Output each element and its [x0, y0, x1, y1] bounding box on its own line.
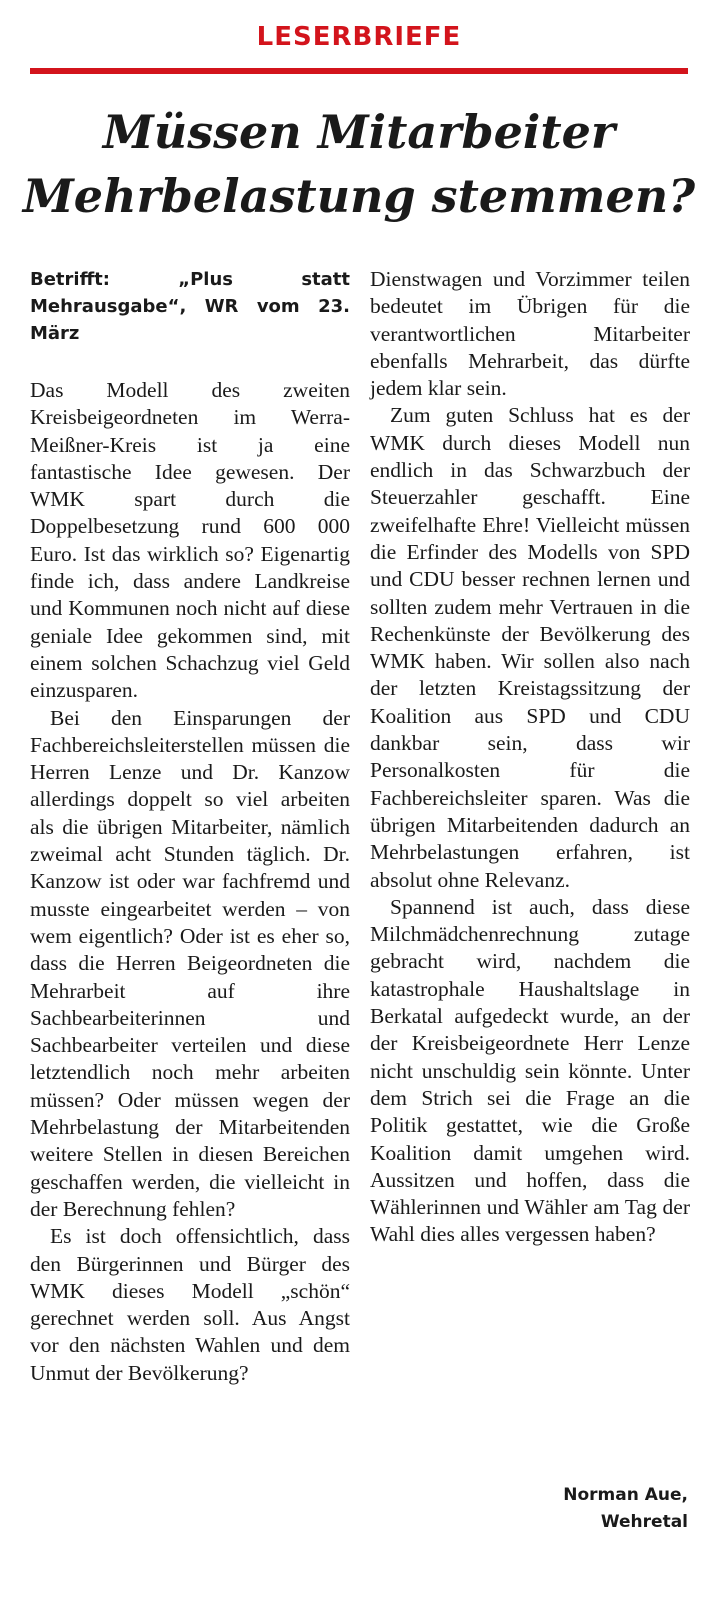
- text-column-left: [30, 266, 350, 1387]
- paragraph-4: Dienstwagen und Vorzimmer teilen bedeutet im Übrigen für die verantwortlichen Mitarbeiter ebenfalls Mehrarbeit, das dürfte jedem klar sein.: [370, 267, 690, 401]
- reference-line: Betrifft: „Plus statt Mehrausgabe“, WR vom 23. März: [30, 269, 350, 344]
- author-name: Norman Aue,: [563, 1485, 688, 1505]
- section-divider: [30, 68, 688, 74]
- article-headline: [20, 100, 698, 228]
- paragraph-2: Bei den Einsparungen der Fachbereichsleiterstellen müssen die Herren Lenze und Dr. Kanzow allerdings doppelt so viel arbeiten als die übrigen Mitarbeiter, nämlich zweimal acht Stunden täglich. Dr. Kanzow ist oder war fachfremd und musste eingearbeitet werden – von wem eigentlich? Oder ist es eher so, dass die Herren Beigeordneten die Mehrarbeit auf ihre Sachbearbeiterinnen und Sachbearbeiter verteilen und diese letztendlich noch mehr arbeiten müssen? Oder müssen wegen der Mehrbelastung der Mitarbeitenden weitere Stellen in diesen Bereichen geschaffen werden, die vielleicht in der Berechnung fehlen?: [30, 705, 350, 1221]
- author-place: Wehretal: [600, 1512, 688, 1532]
- paragraph-5: Zum guten Schluss hat es der WMK durch dieses Modell nun endlich in das Schwarzbuch der Steuerzahler geschafft. Eine zweifelhafte Ehre! Vielleicht müssen die Erfinder des Modells von SPD und CDU besser rechnen lernen und sollten zudem mehr Vertrauen in die Rechenkünste der Bevölkerung des WMK haben. Wir sollen also nach der letzten Kreistagssitzung der Koalition aus SPD und CDU dankbar sein, dass wir Personalkosten für die Fachbereichsleiter sparen. Was die übrigen Mitarbeitenden dadurch an Mehrbelastungen erfahren, ist absolut ohne Relevanz.: [370, 403, 690, 892]
- paragraph-3: Es ist doch offensichtlich, dass den Bürgerinnen und Bürger des WMK dieses Modell „schön“ gerechnet werden soll. Aus Angst vor den nächsten Wahlen und dem Unmut der Bevölkerung?: [30, 1224, 350, 1385]
- paragraph-1: Das Modell des zweiten Kreisbeigeordneten im Werra-Meißner-Kreis ist ja eine fantastische Idee gewesen. Der WMK spart durch die Doppelbesetzung rund 600 000 Euro. Ist das wirklich so? Eigenartig finde ich, dass andere Landkreise und Kommunen noch nicht auf diese geniale Idee gekommen sind, mit einem solchen Schachzug viel Geld einzusparen.: [30, 378, 350, 703]
- author-signature: [563, 1482, 688, 1536]
- section-label: LESERBRIEFE: [256, 22, 462, 52]
- headline-line-1: Müssen Mitarbeiter: [102, 105, 616, 159]
- paragraph-6: Spannend ist auch, dass diese Milchmädchenrechnung zutage gebracht wird, nachdem die katastrophale Haushaltslage in Berkatal aufgedeckt wurde, an der der Kreisbeigeordnete Herr Lenze nicht unschuldig sein könnte. Unter dem Strich sei die Frage an die Politik gestattet, wie die Große Koalition damit umgehen wird. Aussitzen und hoffen, dass die Wählerinnen und Wähler am Tag der Wahl dies alles vergessen haben?: [370, 894, 690, 1247]
- headline-line-2: Mehrbelastung stemmen?: [22, 169, 696, 223]
- text-column-right: [370, 266, 690, 1249]
